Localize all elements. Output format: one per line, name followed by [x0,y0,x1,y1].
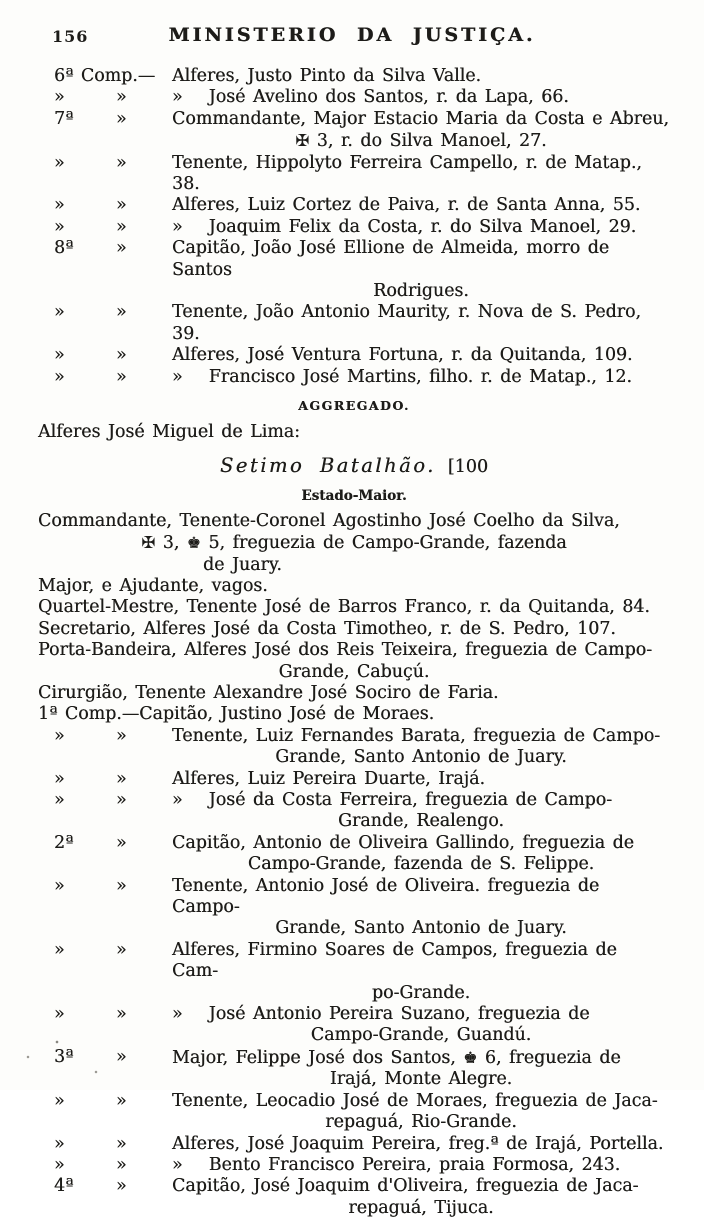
entry-line: repaguá, Rio-Grande. [325,1112,517,1133]
ditto-mark: » [54,195,65,216]
entry-line: Campo-Grande, Guandú. [310,1025,532,1046]
section-heading-aggregado: AGGREGADO. [298,398,410,414]
entry-line: Rodrigues. [373,281,469,302]
entry-text [172,153,670,196]
company-number: 7ª [54,108,74,129]
roster-paragraph [38,683,670,704]
entry-text [172,769,670,790]
ditto-mark: » [116,832,127,853]
ditto-mark: » [54,366,65,387]
marker-column [38,1155,172,1176]
ditto-mark: » [54,87,65,108]
ditto-mark: » [116,1004,127,1025]
entry-text [172,217,670,238]
entry-line: Capitão, João José Ellione de Almeida, morro de Santos [172,238,610,280]
ditto-mark: » [54,1090,65,1111]
company-number: 2ª [54,832,74,853]
ditto-mark: » [116,366,127,387]
marker-column [38,66,172,87]
marker-column [38,109,172,153]
entry-line: Alferes, Firmino Soares de Campos, freguezia de Cam- [172,939,617,982]
ditto-mark: » [116,875,127,896]
marker-column [38,345,172,366]
entry-line: » Francisco José Martins, filho. r. de Matap., 12. [172,366,632,387]
roster-row [38,302,670,345]
entry-text [172,1176,670,1219]
ditto-mark: » [54,875,65,896]
roster-paragraph [38,704,670,725]
roster-row [38,1091,670,1134]
marker-column [38,1176,172,1219]
ditto-mark: » [54,1004,65,1025]
marker-column [38,195,172,216]
entry-line: repaguá, Tijuca. [348,1197,494,1218]
marker-column [38,833,172,876]
roster-row [38,1004,670,1047]
ditto-mark: » [54,152,65,173]
marker-column [38,1004,172,1047]
entry-line: ✠ 3, r. do Silva Manoel, 27. [295,131,547,152]
entry-text [172,940,670,1004]
entry-line: Grande, Santo Antonio de Juary. [275,747,567,768]
ditto-mark: » [116,1176,127,1197]
marker-column [38,238,172,302]
entry-text [172,1004,670,1047]
roster [0,60,704,1219]
ditto-mark: » [116,152,127,173]
roster-row [38,153,670,196]
marker-column [38,1134,172,1155]
ditto-mark: » [116,87,127,108]
entry-line: Capitão, José Joaquim d'Oliveira, freguezia de Jaca- [172,1176,639,1197]
ditto-mark: » [54,725,65,746]
entry-line: po-Grande. [371,982,471,1003]
company-number: 6ª Comp.— [54,66,156,86]
ditto-mark: » [116,1046,127,1067]
entry-text [172,66,670,87]
ditto-mark: » [116,1133,127,1154]
roster-row [38,876,670,940]
ditto-mark: » [116,216,127,237]
ditto-mark: » [116,108,127,129]
entry-text [172,833,670,876]
ditto-mark: » [54,790,65,810]
roster-row [38,790,670,833]
ditto-mark: » [54,216,65,237]
page-title: MINISTERIO DA JUSTIÇA. [168,24,536,46]
roster-row [38,1134,670,1155]
entry-line: Commandante, Tenente-Coronel Agostinho José Coelho da Silva, [38,510,620,531]
marker-column [38,87,172,108]
ditto-mark: » [116,195,127,216]
entry-line: Tenente, Hippolyto Ferreira Campello, r. de Matap., 38. [172,152,642,195]
ditto-mark: » [54,1154,65,1175]
roster-row [38,217,670,238]
entry-line: Alferes, José Joaquim Pereira, freg.ª de Irajá, Portella. [172,1133,664,1154]
marker-column [38,790,172,833]
ditto-mark: » [54,939,65,960]
entry-line: » Bento Francisco Pereira, praia Formosa, 243. [172,1154,621,1175]
entry-text [172,87,670,108]
entry-text [172,238,670,302]
entry-line: de Juary. [203,554,282,575]
crowned-medal-icon: ♚ [186,533,201,553]
ditto-mark: » [116,725,127,746]
entry-text [172,345,670,366]
entry-line: Grande, Realengo. [338,811,504,832]
entry-line: Alferes, Luiz Cortez de Paiva, r. de Santa Anna, 55. [172,195,641,216]
roster-row [38,1176,670,1219]
ditto-mark: » [116,939,127,960]
marker-column [38,940,172,1004]
entry-line: Tenente, Leocadio José de Moraes, freguezia de Jaca- [172,1090,658,1111]
roster-row [38,87,670,108]
marker-column [38,876,172,940]
entry-text [172,1047,670,1091]
entry-line: Tenente, Antonio José de Oliveira. freguezia de Campo- [172,875,600,918]
company-number: 4ª [54,1176,74,1197]
marker-column [38,153,172,196]
roster-paragraph [38,597,670,618]
marker-column [38,726,172,769]
ditto-mark: » [116,345,127,366]
roster-row [38,726,670,769]
entry-line: Secretario, Alferes José da Costa Timotheo, r. de S. Pedro, 107. [38,618,616,639]
ditto-mark: » [54,1133,65,1154]
entry-text [172,790,670,833]
entry-line: Alferes, Justo Pinto da Silva Valle. [172,66,482,86]
battalion-title: Setimo Batalhão. [219,453,436,477]
entry-text [172,1155,670,1176]
marker-column [38,302,172,345]
entry-line: Major, e Ajudante, vagos. [38,575,268,596]
entry-line: » Joaquim Felix da Costa, r. do Silva Manoel, 29. [172,216,637,237]
entry-text [172,1134,670,1155]
entry-line: 1ª Comp.—Capitão, Justino José de Moraes. [38,704,435,725]
entry-line: » José Avelino dos Santos, r. da Lapa, 66. [172,87,569,108]
entry-text [172,726,670,769]
entry-line: Grande, Santo Antonio de Juary. [275,918,567,939]
entry-line: Tenente, João Antonio Maurity, r. Nova de S. Pedro, 39. [172,302,641,344]
entry-line: Grande, Cabuçú. [278,661,430,682]
company-number: 8ª [54,238,74,259]
entry-line: Cirurgião, Tenente Alexandre José Sociro de Faria. [38,682,499,703]
page-number: 156 [52,27,89,46]
roster-row [38,238,670,302]
marker-column [38,1047,172,1091]
roster-row [38,1047,670,1091]
entry-line: » José Antonio Pereira Suzano, freguezia de [172,1004,590,1025]
roster-row [38,367,670,388]
entry-line: Irajá, Monte Alegre. [329,1069,513,1090]
ditto-mark: » [116,790,127,810]
entry-line: Porta-Bandeira, Alferes José dos Reis Teixeira, freguezia de Campo- [38,640,653,661]
roster-paragraph [38,576,670,597]
company-number: 3ª [54,1046,74,1067]
entry-line: Commandante, Major Estacio Maria da Costa e Abreu, [172,108,669,129]
ditto-mark: » [116,238,127,259]
entry-line: Tenente, Luiz Fernandes Barata, freguezia de Campo- [172,725,661,746]
ditto-mark: » [116,768,127,789]
ditto-mark: » [54,768,65,789]
ditto-mark: » [116,302,127,323]
battalion-heading [38,455,670,478]
crowned-medal-icon: ♚ [463,1047,478,1067]
roster-row [38,195,670,216]
marker-column [38,217,172,238]
entry-line: Capitão, Antonio de Oliveira Gallindo, freguezia de [172,832,634,853]
entry-line: Alferes, Luiz Pereira Duarte, Irajá. [172,768,486,789]
roster-row [38,66,670,87]
roster-paragraph [38,511,670,576]
entry-line: Alferes José Miguel de Lima: [38,421,300,442]
roster-row [38,345,670,366]
ditto-mark: » [54,345,65,366]
section-heading-estado-maior: Estado-Maior. [301,488,407,505]
roster-paragraph [38,619,670,640]
marker-column [38,367,172,388]
entry-text [172,109,670,153]
entry-line: Campo-Grande, fazenda de S. Felippe. [247,854,595,875]
marker-column [38,769,172,790]
maltese-cross-icon: ✠ [295,131,310,151]
entry-line: Major, Felippe José dos Santos, ♚ 6, freguezia de [172,1047,621,1068]
ditto-mark: » [54,302,65,323]
maltese-cross-icon: ✠ [141,533,156,553]
entry-text [172,195,670,216]
roster-paragraph [38,422,670,443]
entry-line: Alferes, José Ventura Fortuna, r. da Quitanda, 109. [172,345,633,366]
roster-paragraph [38,640,670,683]
roster-row [38,833,670,876]
marker-column [38,1091,172,1134]
entry-line: » José da Costa Ferreira, freguezia de Campo- [172,790,613,810]
roster-row [38,109,670,153]
entry-text [172,367,670,388]
entry-line: Quartel-Mestre, Tenente José de Barros Franco, r. da Quitanda, 84. [38,597,650,618]
roster-row [38,1155,670,1176]
entry-text [172,876,670,940]
entry-text [172,302,670,345]
roster-row [38,769,670,790]
roster-row [38,940,670,1004]
page-header [0,0,704,60]
ditto-mark: » [116,1090,127,1111]
entry-line: ✠ 3, ♚ 5, freguezia de Campo-Grande, fazenda [141,533,567,554]
entry-text [172,1091,670,1134]
ditto-mark [155,66,167,87]
signature-mark: [100 [447,456,489,477]
ditto-mark: » [116,1154,127,1175]
